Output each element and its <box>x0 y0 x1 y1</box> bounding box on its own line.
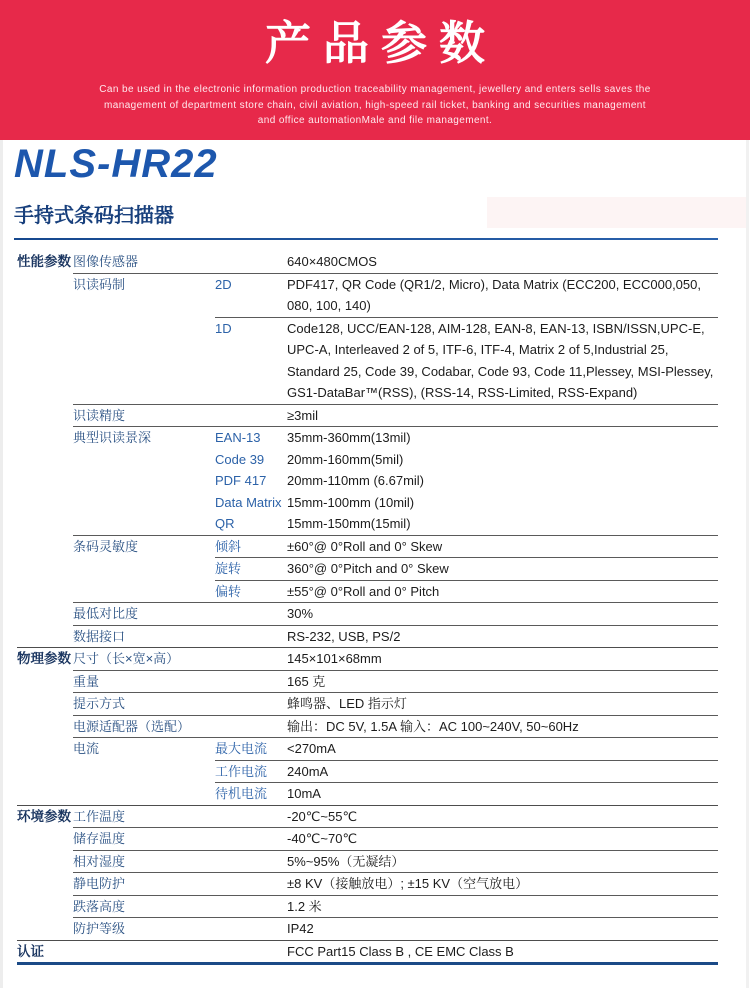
sub-row <box>215 317 718 404</box>
sub-row <box>215 427 718 449</box>
table-row <box>73 404 718 427</box>
spec-value: Code128, UCC/EAN-128, AIM-128, EAN-8, EAN-13, ISBN/ISSN,UPC-E, UPC-A, Interleaved 2 of 5, ITF-6, ITF-4, Matrix 2 of 5,Industrial 25, Standard 25, Code 39, Codabar, Code 93, Code 11,Plessey, MSI-Plessey, GS1-DataBar™(RSS), (RSS-14, RSS-Limited, RSS-Expand) <box>287 320 714 400</box>
spec-sub-key: 待机电流 <box>215 786 268 801</box>
section-title: 认证 <box>17 943 44 959</box>
page-title: 产品参数 <box>265 17 497 69</box>
spec-label: 电流 <box>73 741 100 756</box>
spec-value: -20℃~55℃ <box>287 808 358 824</box>
table-row <box>73 917 718 940</box>
spec-label: 重量 <box>73 673 100 689</box>
spec-value: 1.2 米 <box>287 898 322 914</box>
banner-description-line: and office automationMale and file management. <box>257 115 493 126</box>
spec-value: 240mA <box>287 763 329 779</box>
sub-row <box>215 738 718 760</box>
spec-value: FCC Part15 Class B , CE EMC Class B <box>287 943 514 959</box>
table-row <box>73 941 718 963</box>
spec-value: 输出：DC 5V, 1.5A 输入：AC 100~240V, 50~60Hz <box>287 718 579 734</box>
sub-row <box>215 449 718 471</box>
spec-section-performance <box>17 251 718 647</box>
spec-label: 条码灵敏度 <box>73 538 139 554</box>
table-row <box>73 648 718 670</box>
spec-sub-key: QR <box>215 516 235 531</box>
spec-sub-key: 1D <box>215 320 232 336</box>
spec-sub-key: 旋转 <box>215 561 242 576</box>
spec-label: 跌落高度 <box>73 898 126 914</box>
spec-label: 储存温度 <box>73 831 126 846</box>
spec-value: 10mA <box>287 786 321 801</box>
spec-value: IP42 <box>287 921 314 936</box>
sub-row <box>215 557 718 580</box>
spec-value: ±8 KV（接触放电）; ±15 KV（空气放电） <box>287 876 529 891</box>
table-row <box>73 872 718 895</box>
spec-label: 防护等级 <box>73 921 126 936</box>
sub-row <box>215 760 718 783</box>
sub-row <box>215 580 718 603</box>
sub-rows <box>215 738 718 805</box>
spec-value: PDF417, QR Code (QR1/2, Micro), Data Matrix (ECC200, ECC000,050, 080, 100, 140) <box>287 276 701 313</box>
spec-value: 20mm-160mm(5mil) <box>287 451 404 467</box>
section-rows <box>73 251 718 647</box>
banner-description-line: management of department store chain, civil aviation, high-speed rail ticket, banking and securities management <box>104 99 646 111</box>
spec-value: RS-232, USB, PS/2 <box>287 628 401 644</box>
spec-value: 35mm-360mm(13mil) <box>287 430 411 445</box>
spec-label: 识读码制 <box>73 276 126 292</box>
spec-label: 典型识读景深 <box>73 430 152 445</box>
banner-description-line: Can be used in the electronic information production traceability management, jewellery and enters sells saves the <box>99 84 651 95</box>
spec-label: 提示方式 <box>73 696 126 711</box>
table-row <box>73 426 718 535</box>
spec-value: 640×480CMOS <box>287 254 377 269</box>
sub-row <box>215 782 718 805</box>
banner-description <box>65 82 685 129</box>
sub-row <box>215 513 718 535</box>
spec-value: 360°@ 0°Pitch and 0° Skew <box>287 561 449 576</box>
spec-value: ±55°@ 0°Roll and 0° Pitch <box>287 583 440 599</box>
section-title: 环境参数 <box>17 808 71 824</box>
spec-value: 30% <box>287 606 314 621</box>
sub-rows <box>215 427 718 535</box>
table-row <box>73 535 718 603</box>
spec-value: 145×101×68mm <box>287 651 382 666</box>
table-row <box>73 692 718 715</box>
spec-sub-key: 偏转 <box>215 583 242 599</box>
spec-sub-key: PDF 417 <box>215 473 267 488</box>
spec-section-certification <box>17 940 718 963</box>
spec-value: 5%~95%（无凝结） <box>287 853 405 869</box>
section-title: 物理参数 <box>17 651 71 666</box>
spec-sub-key: 倾斜 <box>215 538 242 554</box>
table-row <box>73 251 718 273</box>
section-rows <box>73 806 718 940</box>
spec-value: 165 克 <box>287 673 326 689</box>
spec-value: 15mm-100mm (10mil) <box>287 494 415 510</box>
spec-value: ≥3mil <box>287 407 318 423</box>
spec-sub-key: Data Matrix <box>215 494 282 510</box>
spec-label: 识读精度 <box>73 407 126 423</box>
table-row <box>73 670 718 693</box>
table-row <box>73 806 718 828</box>
spec-section-physical <box>17 647 718 805</box>
spec-value: ±60°@ 0°Roll and 0° Skew <box>287 538 443 554</box>
sub-rows <box>215 274 718 404</box>
sub-rows <box>215 536 718 603</box>
spec-value: 20mm-110mm (6.67mil) <box>287 473 425 488</box>
spec-value: 蜂鸣器、LED 指示灯 <box>287 696 407 711</box>
spec-label: 尺寸（长×宽×高） <box>73 651 180 666</box>
spec-label <box>73 941 215 963</box>
spec-label: 工作温度 <box>73 808 126 824</box>
spec-label: 相对湿度 <box>73 853 126 869</box>
table-row <box>73 715 718 738</box>
sub-row <box>215 274 718 317</box>
product-subtitle: 手持式条码扫描器 <box>14 205 174 227</box>
section-rows <box>73 941 718 963</box>
spec-value: 15mm-150mm(15mil) <box>287 516 411 531</box>
spec-label: 图像传感器 <box>73 254 139 269</box>
spec-sub-key: 最大电流 <box>215 741 268 756</box>
spec-table <box>17 251 718 965</box>
section-title: 性能参数 <box>17 254 71 269</box>
table-row <box>73 895 718 918</box>
spec-label: 静电防护 <box>73 876 126 891</box>
section-rows <box>73 648 718 805</box>
spec-label: 数据接口 <box>73 628 126 644</box>
spec-sub-key: Code 39 <box>215 451 265 467</box>
decorative-strip <box>487 197 746 228</box>
spec-sub-key: EAN-13 <box>215 430 261 445</box>
subtitle-divider <box>14 238 718 240</box>
header-banner <box>0 0 750 140</box>
spec-sub-key: 工作电流 <box>215 763 268 779</box>
spec-section-environment <box>17 805 718 940</box>
table-row <box>73 850 718 873</box>
spec-label: 最低对比度 <box>73 606 139 621</box>
table-row <box>73 827 718 850</box>
table-row <box>73 737 718 805</box>
table-row <box>73 625 718 648</box>
sub-row <box>215 536 718 558</box>
spec-label: 电源适配器（选配） <box>73 718 191 734</box>
product-model: NLS-HR22 <box>14 142 218 186</box>
spec-value: -40℃~70℃ <box>287 831 358 846</box>
page-edge-left <box>0 140 3 988</box>
sub-row <box>215 492 718 514</box>
table-row <box>73 602 718 625</box>
page-edge-right <box>746 140 749 988</box>
spec-sub-key: 2D <box>215 276 232 292</box>
table-row <box>73 273 718 404</box>
spec-value: <270mA <box>287 741 336 756</box>
sub-row <box>215 470 718 492</box>
